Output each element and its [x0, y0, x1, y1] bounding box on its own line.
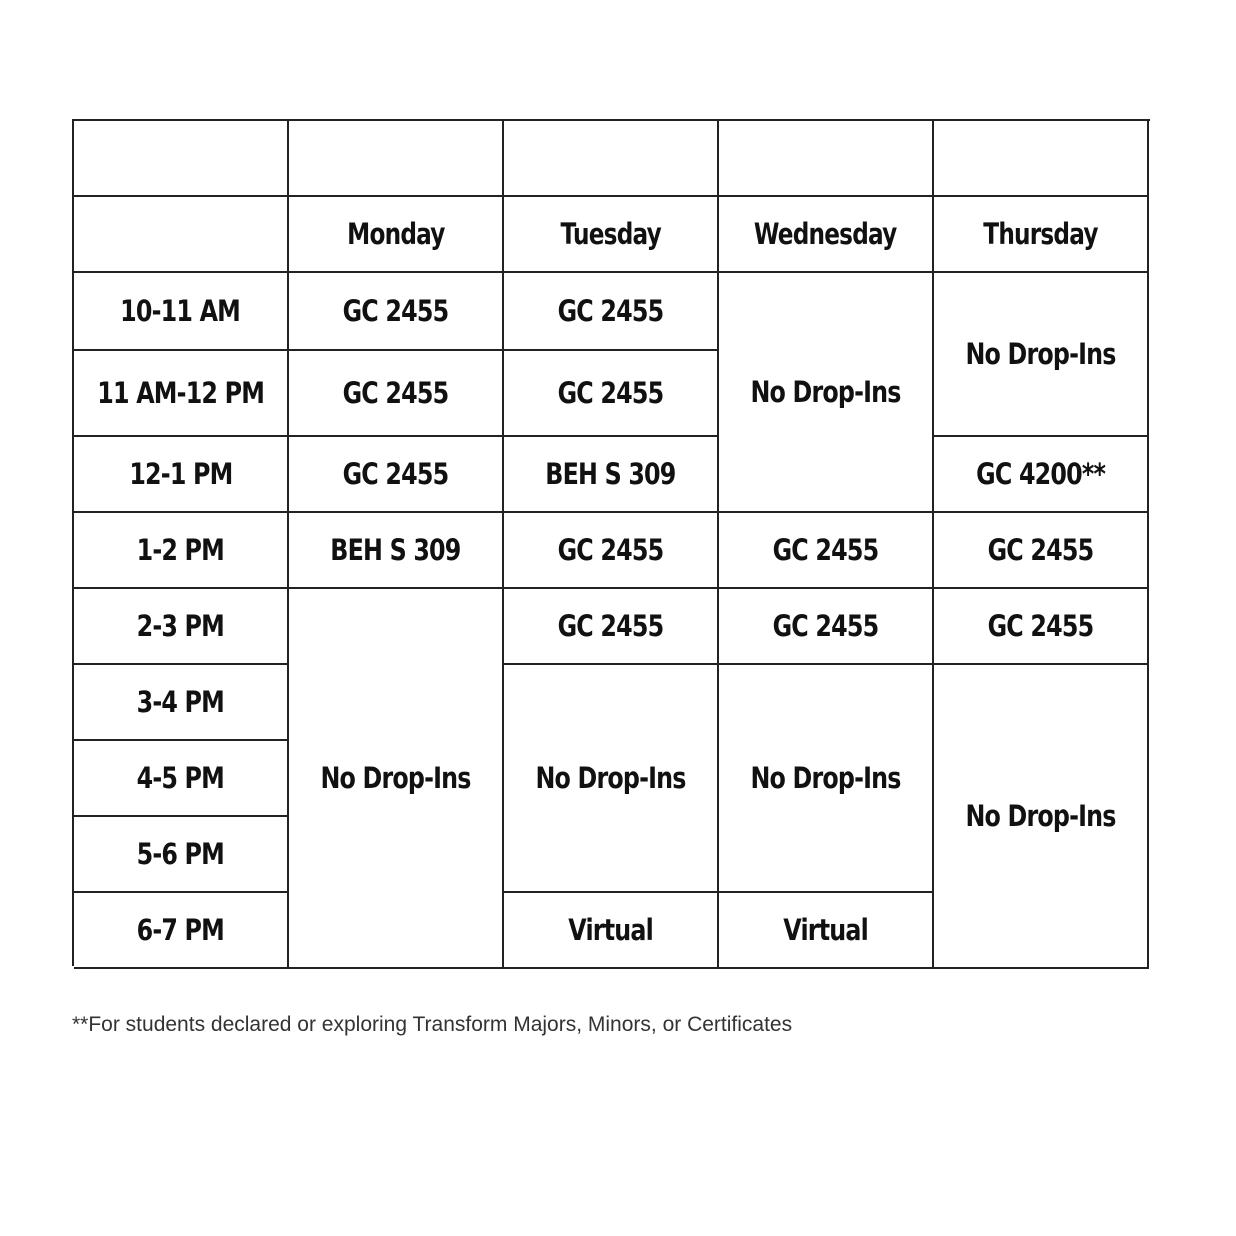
schedule-cell: GC 2455 [289, 273, 504, 351]
time-label: 5-6 PM [74, 817, 289, 893]
schedule-cell: GC 2455 [504, 513, 719, 589]
empty-header-cell [289, 121, 504, 197]
day-header-wednesday: Wednesday [719, 197, 934, 273]
schedule-cell: GC 2455 [719, 589, 934, 665]
schedule-cell: BEH S 309 [504, 437, 719, 513]
empty-header-cell [74, 121, 289, 197]
empty-header-cell [719, 121, 934, 197]
time-label: 6-7 PM [74, 893, 289, 969]
schedule-cell: GC 2455 [934, 589, 1149, 665]
schedule-cell: GC 2455 [289, 351, 504, 437]
day-header-thursday: Thursday [934, 197, 1149, 273]
schedule-cell: GC 2455 [504, 351, 719, 437]
time-label: 12-1 PM [74, 437, 289, 513]
day-header-tuesday: Tuesday [504, 197, 719, 273]
time-label: 4-5 PM [74, 741, 289, 817]
time-label: 2-3 PM [74, 589, 289, 665]
schedule-cell: No Drop-Ins [934, 273, 1149, 437]
time-label: 11 AM-12 PM [74, 351, 289, 437]
schedule-cell: GC 4200** [934, 437, 1149, 513]
schedule-cell: Virtual [504, 893, 719, 969]
time-label: 10-11 AM [74, 273, 289, 351]
schedule-cell: No Drop-Ins [504, 665, 719, 893]
empty-header-cell [934, 121, 1149, 197]
time-label: 1-2 PM [74, 513, 289, 589]
schedule-cell: No Drop-Ins [289, 589, 504, 969]
schedule-cell: No Drop-Ins [934, 665, 1149, 969]
day-header-monday: Monday [289, 197, 504, 273]
corner-cell [74, 197, 289, 273]
time-label: 3-4 PM [74, 665, 289, 741]
footnote: **For students declared or exploring Transform Majors, Minors, or Certificates [72, 1013, 793, 1036]
schedule-table [72, 119, 1150, 966]
schedule-cell: GC 2455 [504, 273, 719, 351]
schedule-cell: GC 2455 [934, 513, 1149, 589]
schedule-cell: GC 2455 [504, 589, 719, 665]
empty-header-cell [504, 121, 719, 197]
schedule-cell: No Drop-Ins [719, 273, 934, 513]
schedule-cell: Virtual [719, 893, 934, 969]
schedule-cell: GC 2455 [289, 437, 504, 513]
schedule-cell: GC 2455 [719, 513, 934, 589]
schedule-cell: No Drop-Ins [719, 665, 934, 893]
schedule-cell: BEH S 309 [289, 513, 504, 589]
